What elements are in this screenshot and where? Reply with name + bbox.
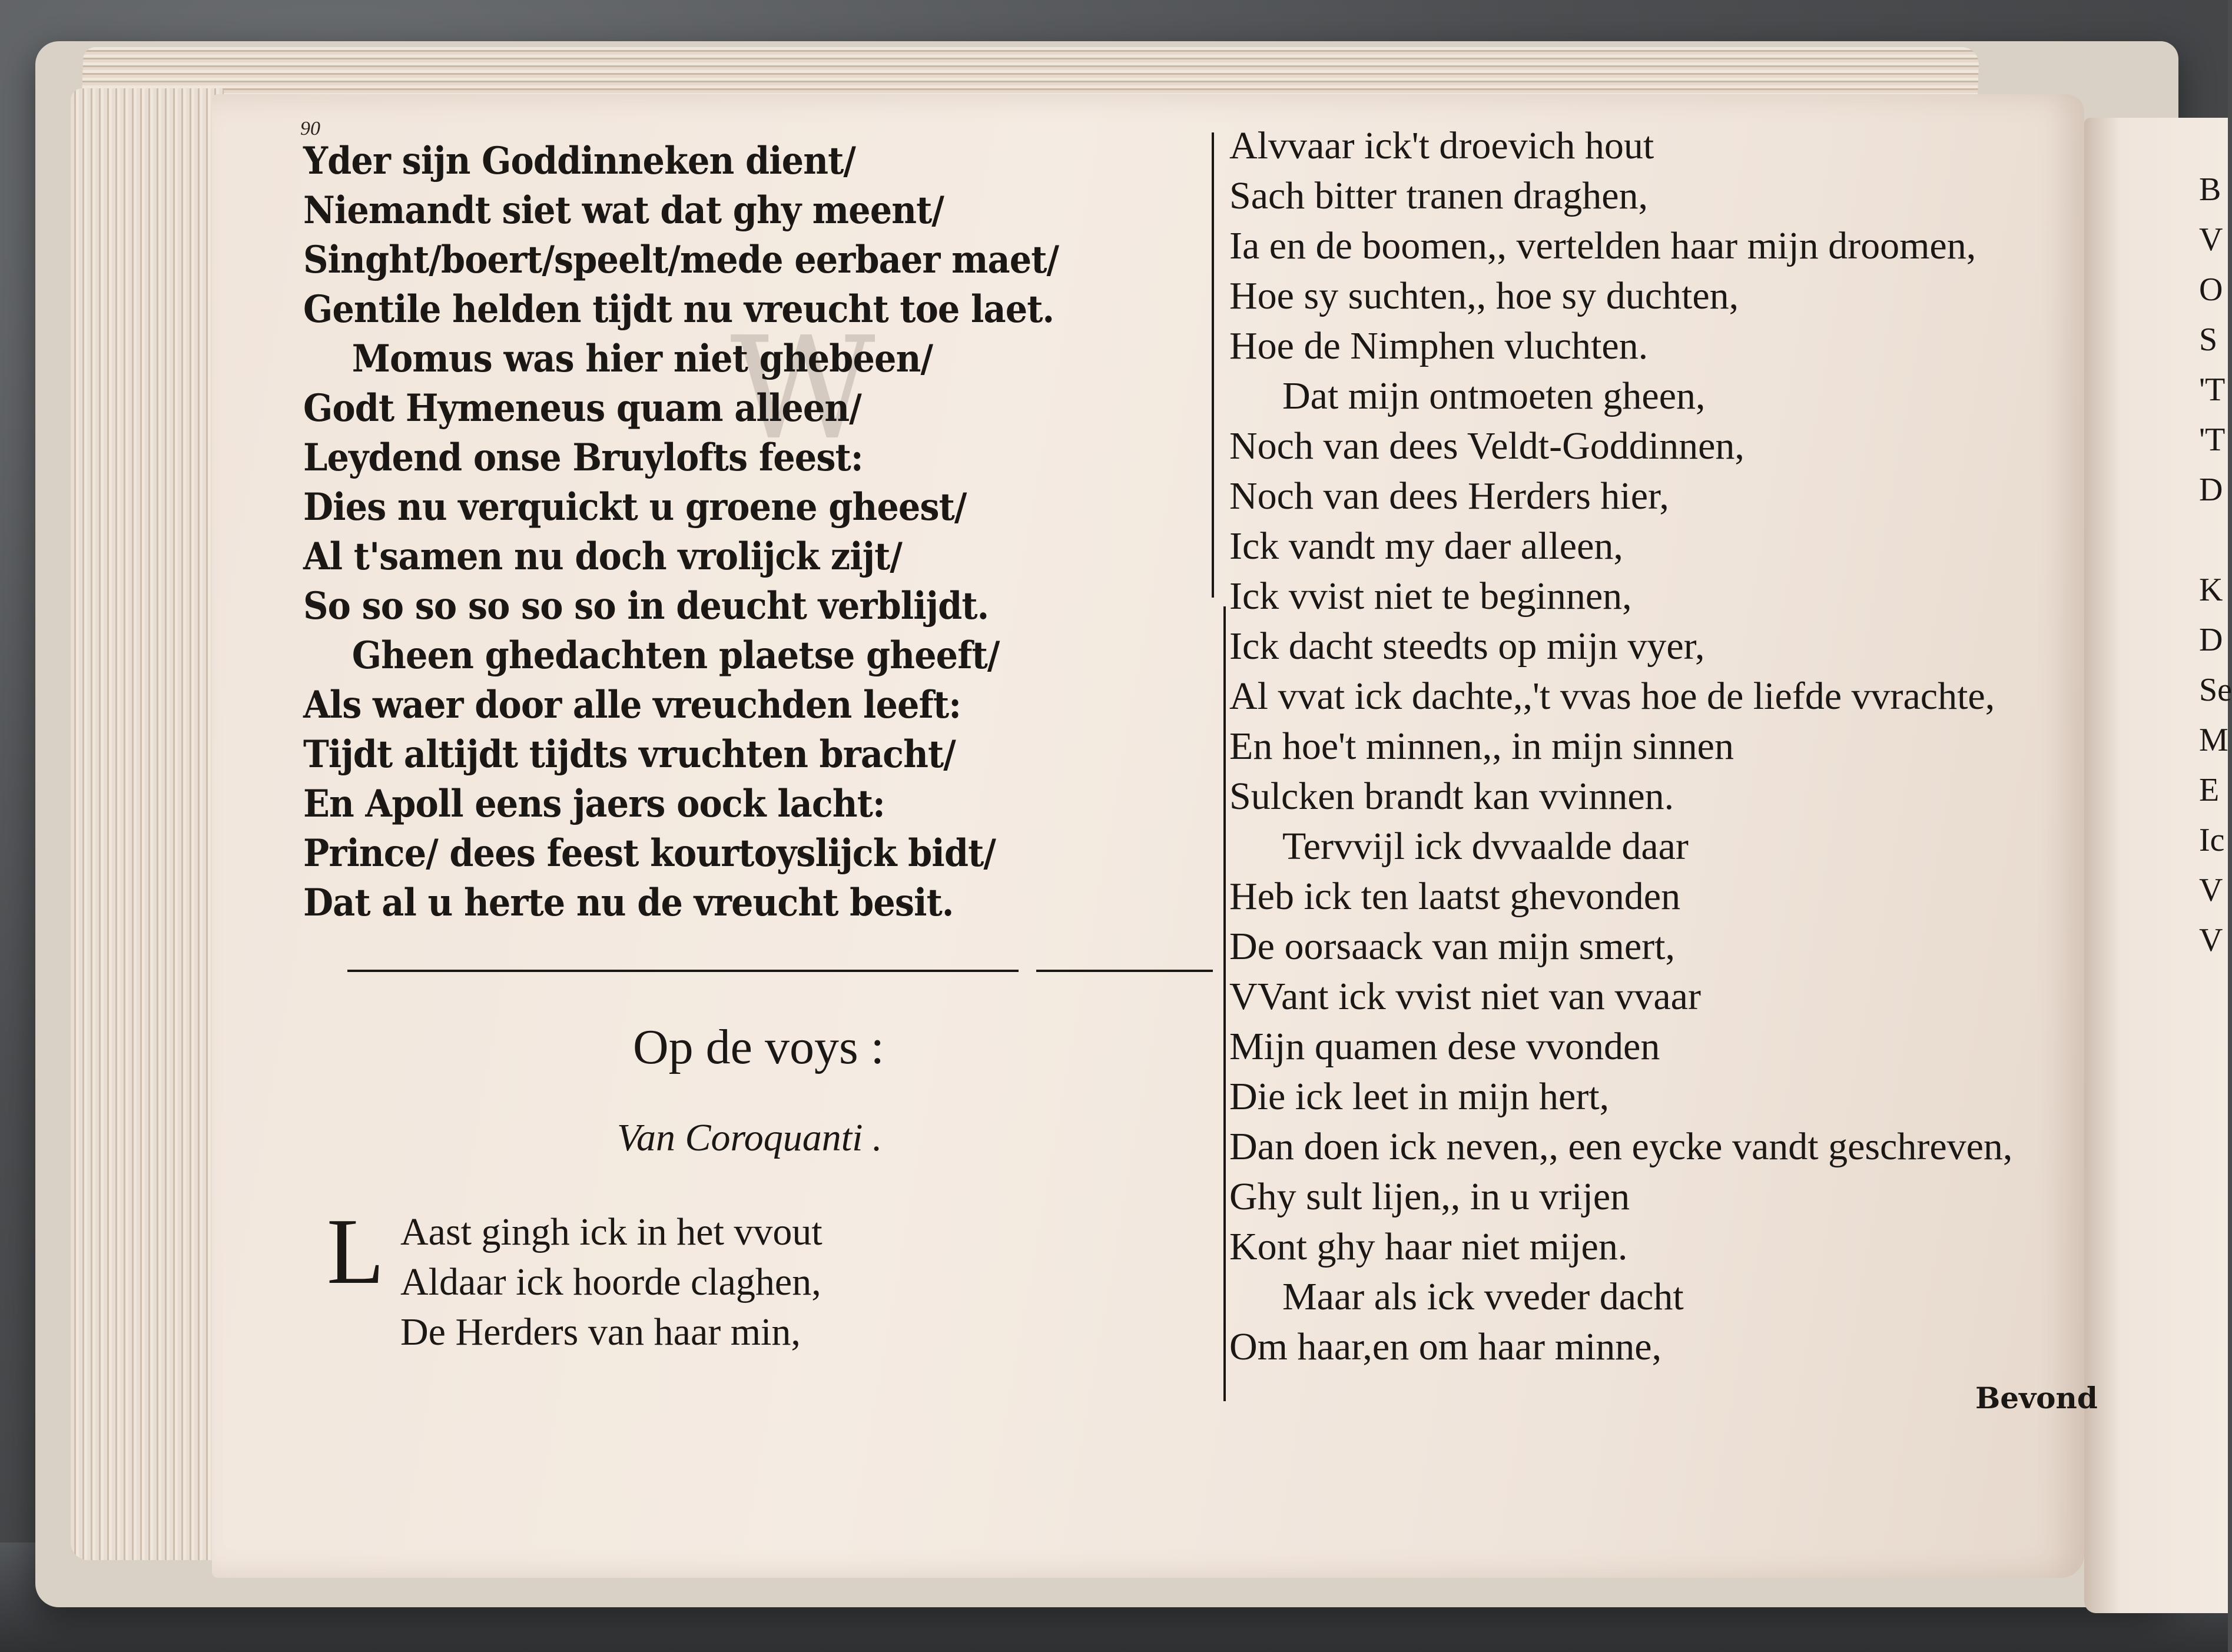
page-number: 90	[300, 118, 320, 140]
facing-page-letter: 'T	[2199, 371, 2226, 408]
verse-line: Singht/boert/speelt/mede eerbaer maet/	[303, 238, 1059, 282]
facing-page-letter: D	[2199, 472, 2223, 508]
facing-page-letter: V	[2199, 221, 2223, 258]
verse-line: Sulcken brandt kan vvinnen.	[1229, 775, 1674, 818]
song-lines-right	[1229, 121, 2012, 1372]
verse-line: Al vvat ick dachte,,'t vvas hoe de liefde vvrachte,	[1229, 675, 1995, 718]
drop-cap: L	[327, 1199, 384, 1303]
verse-line: Tervvijl ick dvvaalde daar	[1282, 825, 1689, 868]
verse-line: Noch van dees Herders hier,	[1229, 475, 1669, 518]
song-lines-left	[400, 1207, 823, 1357]
facing-page-letter: M	[2199, 722, 2228, 758]
facing-page-letter: S	[2199, 321, 2218, 358]
verse-line: Dan doen ick neven,, een eycke vandt geschreven,	[1229, 1125, 2013, 1168]
column-divider-top	[1212, 132, 1214, 598]
facing-page-letter: Se	[2199, 672, 2232, 708]
catchword: Bevond	[1975, 1381, 2098, 1415]
facing-page-letter: O	[2199, 271, 2223, 308]
verse-line: Aast gingh ick in het vvout	[400, 1210, 823, 1253]
page-side-edges	[71, 88, 224, 1560]
verse-line: Tijdt altijdt tijdts vruchten bracht/	[303, 732, 956, 777]
verse-line: Als waer door alle vreuchden leeft:	[303, 683, 961, 727]
verse-line: De oorsaack van mijn smert,	[1229, 925, 1675, 968]
verse-line: En hoe't minnen,, in mijn sinnen	[1229, 725, 1734, 768]
verse-line: Leydend onse Bruylofts feest:	[303, 436, 863, 480]
verse-line: So so so so so so in deucht verblijdt.	[303, 584, 989, 628]
tune-name: Van Coroquanti .	[617, 1116, 883, 1159]
verse-line: VVant ick vvist niet van vvaar	[1229, 975, 1701, 1018]
verse-line: Ick vvist niet te beginnen,	[1229, 575, 1632, 618]
column-divider-bottom	[1223, 606, 1226, 1401]
verse-line: Al t'samen nu doch vrolijck zijt/	[303, 535, 903, 579]
facing-page-letter: E	[2199, 772, 2220, 808]
verse-line: Dat mijn ontmoeten gheen,	[1282, 374, 1706, 417]
verse-line: Heb ick ten laatst ghevonden	[1229, 875, 1681, 918]
verse-line: Gentile helden tijdt nu vreucht toe laet.	[303, 287, 1054, 331]
verse-line: De Herders van haar min,	[400, 1311, 801, 1354]
verse-line: Sach bitter tranen draghen,	[1229, 174, 1649, 217]
section-rule-left	[347, 970, 1019, 972]
facing-page-letter: V	[2199, 872, 2223, 908]
verse-line: Hoe sy suchten,, hoe sy duchten,	[1229, 274, 1739, 317]
facing-page-letter: B	[2199, 171, 2221, 208]
verse-line: En Apoll eens jaers oock lacht:	[303, 782, 885, 826]
verse-line: Prince/ dees feest kourtoyslijck bidt/	[303, 831, 996, 875]
facing-page-letter: D	[2199, 622, 2223, 658]
verse-line: Momus was hier niet ghebeen/	[351, 337, 933, 381]
facing-page-letter: V	[2199, 922, 2223, 958]
verse-line: Hoe de Nimphen vluchten.	[1229, 324, 1649, 367]
verse-line: Ick vandt my daer alleen,	[1229, 525, 1623, 568]
tune-heading: Op de voys :	[633, 1020, 884, 1074]
verse-line: Die ick leet in mijn hert,	[1229, 1075, 1610, 1118]
verse-line: Aldaar ick hoorde claghen,	[400, 1260, 821, 1303]
left-poem	[303, 137, 1125, 928]
verse-line: Dat al u herte nu de vreucht besit.	[303, 881, 954, 925]
verse-line: Dies nu verquickt u groene gheest/	[303, 485, 967, 529]
verse-line: Noch van dees Veldt-Goddinnen,	[1229, 424, 1745, 467]
verse-line: Niemandt siet wat dat ghy meent/	[303, 188, 944, 233]
show-through-letter: W	[730, 306, 875, 471]
facing-page-letter: K	[2199, 572, 2223, 608]
verse-line: Alvvaar ick't droevich hout	[1229, 124, 1654, 167]
verse-line: Yder sijn Goddinneken dient/	[303, 139, 855, 183]
verse-line: Mijn quamen dese vvonden	[1229, 1025, 1660, 1068]
verse-line: Godt Hymeneus quam alleen/	[303, 386, 861, 430]
verse-line: Ghy sult lijen,, in u vrijen	[1229, 1175, 1630, 1218]
verse-line: Gheen ghedachten plaetse gheeft/	[351, 633, 1000, 678]
facing-page-letter: Ic	[2199, 822, 2225, 858]
section-rule-right	[1036, 970, 1213, 972]
verse-line: Ick dacht steedts op mijn vyer,	[1229, 625, 1705, 668]
verse-line: Om haar,en om haar minne,	[1229, 1325, 1662, 1368]
facing-page-letter: 'T	[2199, 422, 2226, 458]
verse-line: Maar als ick vveder dacht	[1282, 1275, 1684, 1318]
verse-line: Ia en de boomen,, vertelden haar mijn droomen,	[1229, 224, 1976, 267]
verse-line: Kont ghy haar niet mijen.	[1229, 1225, 1628, 1268]
